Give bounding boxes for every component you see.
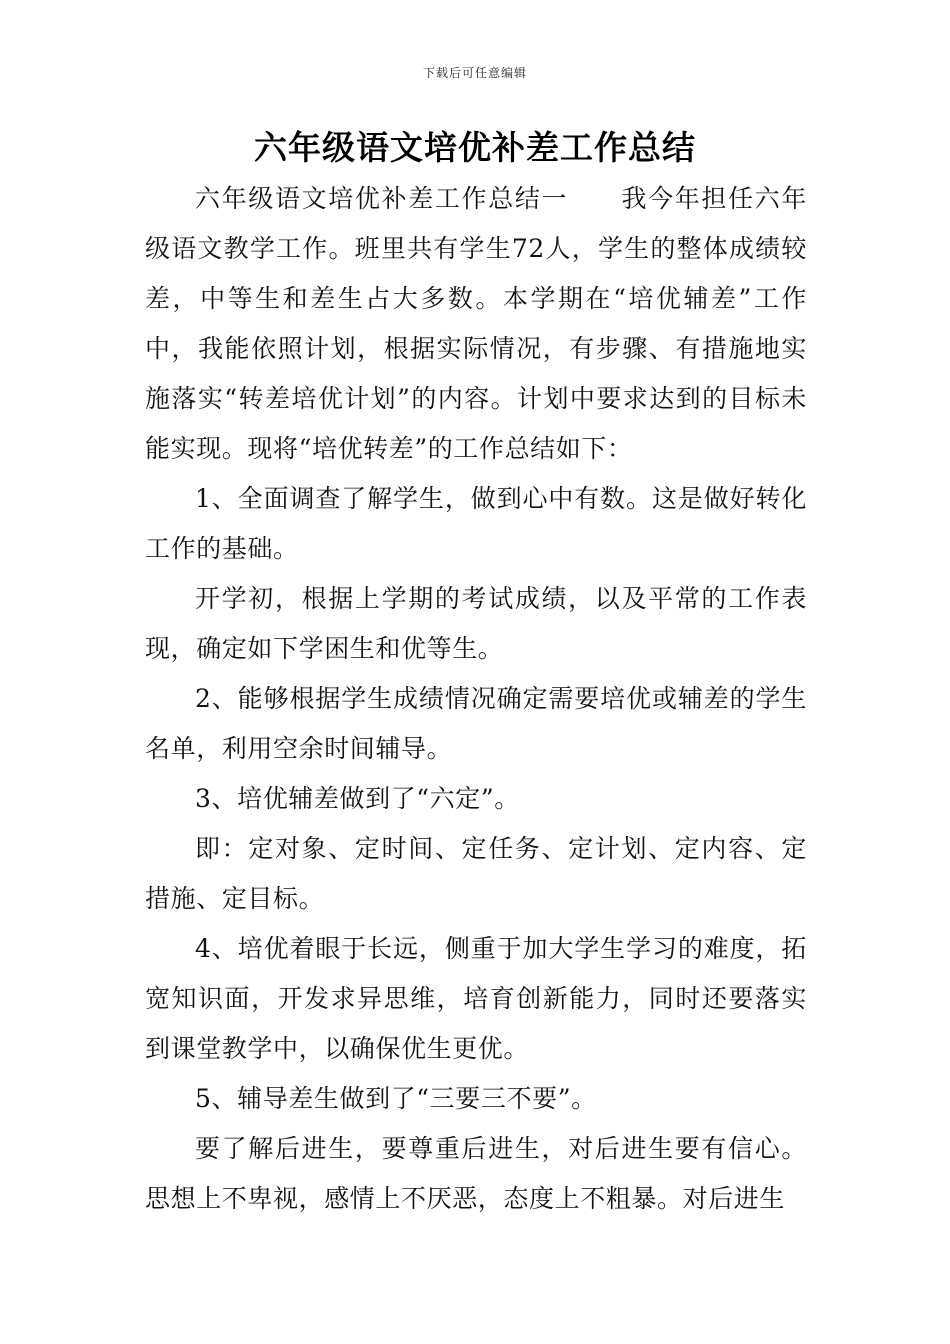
- paragraph-item-5: 5、辅导差生做到了“三要三不要”。: [195, 1084, 597, 1113]
- paragraph-item-2: 2、能够根据学生成绩情况确定需要培优或辅差的学生名单，利用空余时间辅导。: [145, 684, 807, 763]
- header-note: 下载后可任意编辑: [422, 66, 527, 80]
- paragraph-item-3-detail: 即：定对象、定时间、定任务、定计划、定内容、定措施、定目标。: [145, 834, 807, 913]
- paragraph-item-4: 4、培优着眼于长远，侧重于加大学生学习的难度，拓宽知识面，开发求异思维，培育创新能力，同时还要落实到课堂教学中，以确保优生更优。: [145, 934, 807, 1063]
- paragraph-item-1-detail: 开学初，根据上学期的考试成绩，以及平常的工作表现，确定如下学困生和优等生。: [145, 584, 807, 663]
- paragraph-item-3: 3、培优辅差做到了“六定”。: [195, 784, 520, 813]
- document-title: 六年级语文培优补差工作总结: [254, 128, 696, 167]
- document-body: [145, 174, 807, 1224]
- paragraph-item-5-detail: 要了解后进生，要尊重后进生，对后进生要有信心。思想上不卑视，感情上不厌恶，态度上不粗暴。对后进生: [145, 1134, 807, 1213]
- paragraph-intro: 六年级语文培优补差工作总结一 我今年担任六年级语文教学工作。班里共有学生72人，学生的整体成绩较差，中等生和差生占大多数。本学期在“培优辅差”工作中，我能依照计划，根据实际情况，有步骤、有措施地实施落实“转差培优计划”的内容。计划中要求达到的目标未能实现。现将“培优转差”的工作总结如下：: [145, 184, 807, 463]
- paragraph-item-1: 1、全面调查了解学生，做到心中有数。这是做好转化工作的基础。: [145, 484, 807, 563]
